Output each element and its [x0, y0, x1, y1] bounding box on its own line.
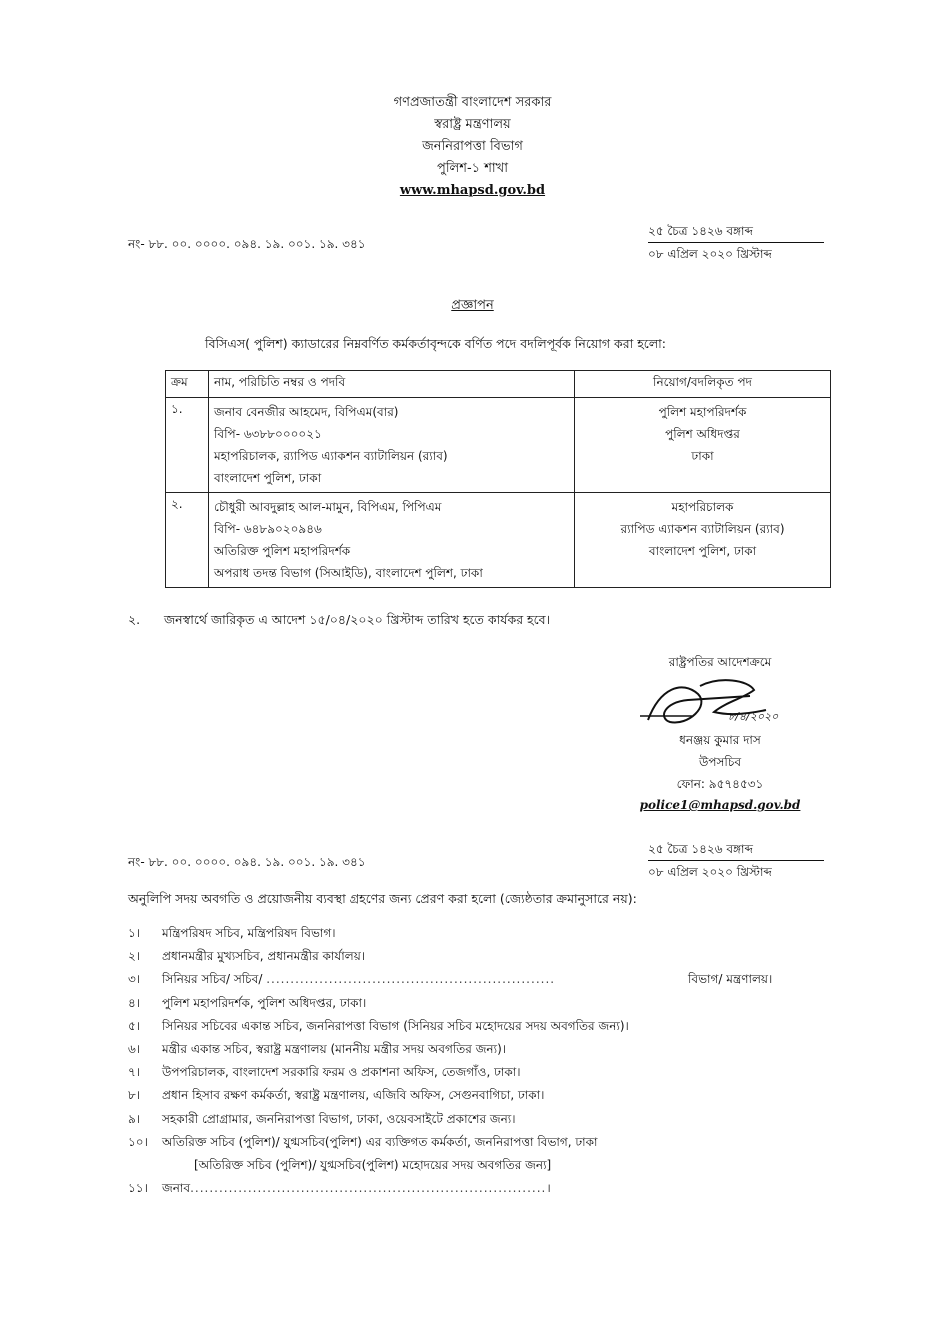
list-item-subline: [অতিরিক্ত সচিব (পুলিশ)/ যুগ্মসচিব(পুলিশ) মহোদয়ের সদয় অবগতির জন্য]	[194, 1158, 552, 1173]
col-serial-header: ক্রম	[166, 371, 209, 398]
row-name-cell	[209, 493, 575, 588]
item-text: অতিরিক্ত সচিব (পুলিশ)/ যুগ্মসচিব(পুলিশ) এর ব্যক্তিগত কর্মকর্তা, জননিরাপত্তা বিভাগ, ঢাকা	[162, 1134, 598, 1149]
item-number: ১০।	[128, 1134, 148, 1149]
officer-designation: অতিরিক্ত পুলিশ মহাপরিদর্শক	[214, 544, 351, 558]
list-item	[128, 1038, 629, 1061]
handwritten-signature	[630, 676, 790, 736]
signatory-designation: উপসচিব	[698, 755, 741, 769]
signatory-name: ধনঞ্জয় কুমার দাস	[679, 733, 761, 747]
row-serial: ২.	[166, 493, 209, 588]
new-post-office: র‍্যাপিড এ্যাকশন ব্যাটালিয়ন (র‍্যাব)	[620, 522, 785, 536]
ministry-name: স্বরাষ্ট্র মন্ত্রণালয়	[434, 117, 511, 132]
officer-unit: অপরাধ তদন্ত বিভাগ (সিআইডি), বাংলাদেশ পুলিশ, ঢাকা	[214, 566, 483, 580]
intro-text: বিসিএস( পুলিশ) ক্যাডারের নিম্নবর্ণিত কর্মকর্তাবৃন্দকে বর্ণিত পদে বদলিপূর্বক নিয়োগ করা হলো:	[205, 336, 666, 351]
item-number: ৩।	[128, 972, 141, 987]
officer-designation: মহাপরিচালক, র‍্যাপিড এ্যাকশন ব্যাটালিয়ন (র‍্যাব)	[214, 449, 448, 463]
item-number: ১১।	[128, 1181, 148, 1196]
fill-in-dots: ..........................................................................।	[190, 1181, 552, 1196]
government-name: গণপ্রজাতন্ত্রী বাংলাদেশ সরকার	[393, 95, 552, 110]
list-item	[128, 922, 629, 945]
item-text: প্রধানমন্ত্রীর মুখ্যসচিব, প্রধানমন্ত্রীর কার্যালয়।	[162, 949, 366, 964]
paragraph-number: ২.	[128, 612, 141, 627]
paragraph-text: জনস্বার্থে জারিকৃত এ আদেশ ১৫/০৪/২০২০ খ্রিস্টাব্দ তারিখ হতে কার্যকর হবে।	[164, 612, 551, 627]
list-item	[128, 968, 773, 991]
by-order-text: রাষ্ট্রপতির আদেশক্রমে	[668, 655, 772, 669]
row-name-cell	[209, 398, 575, 493]
effective-date-paragraph	[128, 612, 550, 632]
table-row	[166, 398, 831, 493]
table-header-row	[166, 371, 831, 398]
item-text: পুলিশ মহাপরিদর্শক, পুলিশ অধিদপ্তর, ঢাকা।	[162, 995, 367, 1010]
item-number: ৫।	[128, 1018, 141, 1033]
list-item	[128, 945, 629, 968]
new-post-location: ঢাকা	[691, 449, 714, 463]
list-item	[128, 992, 629, 1015]
item-text: সহকারী প্রোগ্রামার, জননিরাপত্তা বিভাগ, ঢাকা, ওয়েবসাইটে প্রকাশের জন্য।	[162, 1111, 516, 1126]
memo-date-copy	[648, 838, 824, 883]
item-text: জনাব	[162, 1181, 191, 1196]
item-number: ২।	[128, 949, 141, 964]
new-post: মহাপরিচালক	[671, 500, 734, 514]
new-post-office: পুলিশ অধিদপ্তর	[665, 427, 740, 441]
section-name: পুলিশ-১ শাখা	[437, 161, 508, 176]
copy-to-intro: অনুলিপি সদয় অবগতি ও প্রয়োজনীয় ব্যবস্থা গ্রহণের জন্য প্রেরণ করা হলো (জ্যেষ্ঠতার ক্রমানুসারে নয়):	[128, 891, 637, 906]
officer-id: বিপি- ৬৪৮৯০২০৯৪৬	[214, 522, 322, 536]
item-number: ৪।	[128, 995, 141, 1010]
list-item	[128, 1108, 629, 1131]
row-post-cell	[575, 493, 831, 588]
col-post-header: নিয়োগ/বদলিকৃত পদ	[575, 371, 831, 398]
item-number: ৯।	[128, 1111, 141, 1126]
list-item	[128, 1084, 629, 1107]
list-item	[128, 1015, 629, 1038]
copy-to-list	[128, 922, 773, 1200]
posting-table	[165, 370, 831, 588]
item-text: মন্ত্রিপরিষদ সচিব, মন্ত্রিপরিষদ বিভাগ।	[162, 926, 336, 940]
officer-name: জনাব বেনজীর আহমেদ, বিপিএম(বার)	[214, 405, 399, 419]
document-title: প্রজ্ঞাপন	[451, 298, 494, 313]
date-english: ০৮ এপ্রিল ২০২০ খ্রিস্টাব্দ	[648, 242, 824, 265]
item-number: ৭।	[128, 1065, 141, 1080]
signatory-email[interactable]: police1@mhapsd.gov.bd	[639, 798, 801, 812]
item-number: ১।	[128, 926, 141, 940]
officer-name: চৌধুরী আবদুল্লাহ আল-মামুন, বিপিএম, পিপিএম	[214, 500, 442, 514]
date-english: ০৮ এপ্রিল ২০২০ খ্রিস্টাব্দ	[648, 860, 824, 883]
list-item	[128, 1061, 629, 1084]
letterhead	[0, 92, 945, 202]
item-text: প্রধান হিসাব রক্ষণ কর্মকর্তা, স্বরাষ্ট্র মন্ত্রণালয়, এজিবি অফিস, সেগুনবাগিচা, ঢাকা।	[162, 1088, 545, 1103]
fill-in-dots: ............................................................	[266, 972, 556, 987]
item-number: ৮।	[128, 1088, 141, 1103]
memo-number: নং- ৮৮. ০০. ০০০০. ০৯৪. ১৯. ০০১. ১৯. ৩৪১	[128, 237, 366, 251]
signature-date: ৮/৪/২০২০	[728, 710, 779, 723]
memo-number-copy: নং- ৮৮. ০০. ০০০০. ০৯৪. ১৯. ০০১. ১৯. ৩৪১	[128, 855, 366, 869]
date-bangla: ২৫ চৈত্র ১৪২৬ বঙ্গাব্দ	[648, 224, 753, 238]
item-number: ৬।	[128, 1042, 141, 1057]
signatory-phone: ফোন: ৯৫৭৪৫৩১	[676, 777, 764, 791]
officer-id: বিপি- ৬৩৮৮০০০০২১	[214, 427, 322, 441]
new-post-location: বাংলাদেশ পুলিশ, ঢাকা	[648, 544, 757, 558]
website-link[interactable]: www.mhapsd.gov.bd	[399, 183, 546, 198]
list-item	[128, 1177, 629, 1200]
officer-unit: বাংলাদেশ পুলিশ, ঢাকা	[214, 471, 322, 485]
row-post-cell	[575, 398, 831, 493]
item-text-suffix: বিভাগ/ মন্ত্রণালয়।	[688, 972, 773, 987]
item-text: উপপরিচালক, বাংলাদেশ সরকারি ফরম ও প্রকাশনা অফিস, তেজগাঁও, ঢাকা।	[162, 1065, 521, 1080]
division-name: জননিরাপত্তা বিভাগ	[422, 139, 523, 154]
new-post: পুলিশ মহাপরিদর্শক	[658, 405, 747, 419]
col-name-header: নাম, পরিচিতি নম্বর ও পদবি	[209, 371, 575, 398]
item-text: সিনিয়র সচিবের একান্ত সচিব, জননিরাপত্তা বিভাগ (সিনিয়র সচিব মহোদয়ের সদয় অবগতির জন্য)।	[162, 1018, 629, 1033]
memo-date	[648, 220, 824, 265]
table-row	[166, 493, 831, 588]
row-serial: ১.	[166, 398, 209, 493]
list-item	[128, 1131, 629, 1154]
item-text: মন্ত্রীর একান্ত সচিব, স্বরাষ্ট্র মন্ত্রণালয় (মাননীয় মন্ত্রীর সদয় অবগতির জন্য)।	[162, 1042, 507, 1057]
item-text: সিনিয়র সচিব/ সচিব/	[162, 972, 263, 987]
date-bangla: ২৫ চৈত্র ১৪২৬ বঙ্গাব্দ	[648, 842, 753, 856]
